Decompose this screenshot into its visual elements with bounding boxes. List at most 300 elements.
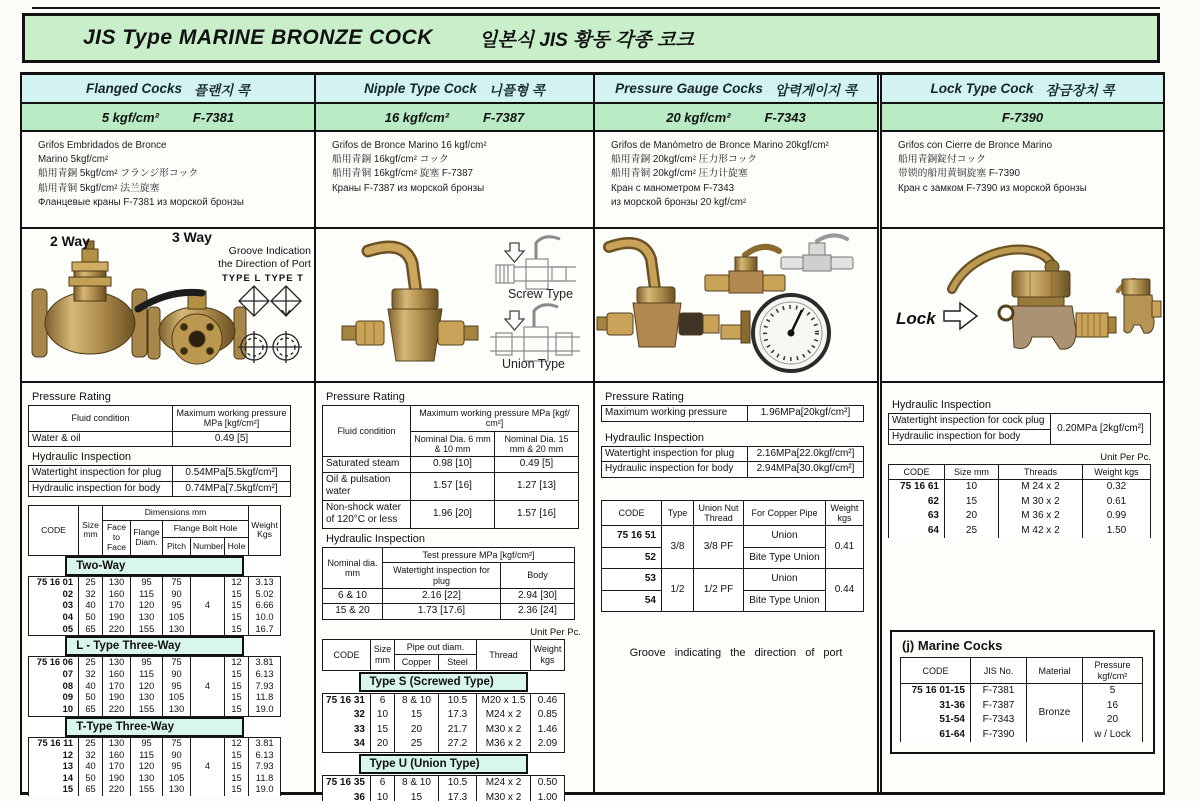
column-header — [595, 75, 877, 104]
table-cell: 220 — [103, 624, 131, 636]
table-cell: 15 — [225, 681, 249, 693]
table-cell: 09 — [29, 692, 79, 704]
table-cell: 04 — [29, 612, 79, 624]
table-cell: 160 — [103, 669, 131, 681]
tables-block — [882, 383, 1163, 754]
table-cell: 0.99 — [1082, 509, 1150, 524]
hydraulic-inspection-heading: Hydraulic Inspection — [891, 399, 992, 411]
table-cell: 25 — [79, 577, 103, 589]
table-header-cell: Flange Bolt Hole — [163, 521, 249, 538]
table-cell: Maximum working pressure — [601, 406, 747, 422]
table-cell: 3.13 — [249, 577, 281, 589]
description-line: Краны F-7387 из морской бронзы — [331, 182, 485, 194]
table-header-cell: Fluid condition — [29, 406, 173, 432]
description-line: 船用青銅 5kgf/cm² フランジ形コック — [38, 168, 199, 180]
table-header-cell: CODE — [601, 500, 661, 526]
table-cell: 1.96MPa[20kgf/cm²] — [747, 406, 863, 422]
tables-block — [316, 383, 593, 801]
table-cell: 75 — [163, 657, 191, 669]
table-header-cell: Number — [191, 538, 225, 555]
table-header-cell: Dimensions mm — [103, 506, 249, 521]
column-header — [22, 75, 314, 104]
table-cell: 12 — [29, 750, 79, 762]
table-cell: Watertight inspection for plug — [601, 446, 747, 462]
table-cell: 15 & 20 — [322, 604, 382, 620]
description-line: 船用青銅 20kgf/cm² 圧力形コック — [610, 154, 758, 166]
table-cell: 2.94 [30] — [500, 588, 574, 604]
marine-cocks-table — [900, 657, 1145, 742]
data-table — [322, 547, 575, 620]
gauge-cock-photos — [595, 229, 868, 379]
table-cell: 05 — [29, 624, 79, 636]
table-cell: 130 — [103, 577, 131, 589]
data-table — [601, 500, 864, 613]
data-table — [28, 505, 281, 796]
table-cell: 54 — [601, 590, 661, 612]
table-cell: 10.5 — [438, 776, 476, 791]
table-cell: 2.36 [24] — [500, 604, 574, 620]
table-cell: 190 — [103, 773, 131, 785]
table-cell: 160 — [103, 589, 131, 601]
top-rule — [32, 7, 1160, 9]
table-cell: w / Lock — [1082, 728, 1142, 743]
table-cell: 12 — [225, 577, 249, 589]
table-header-cell: Pressure kgf/cm² — [1082, 658, 1142, 684]
description-line: Фланцевые краны F-7381 из морской бронзы — [38, 196, 244, 208]
table-header-cell: Pitch — [163, 538, 191, 555]
column-subheader — [316, 104, 593, 132]
table-header-cell: JIS No. — [970, 658, 1026, 684]
table-cell: Water & oil — [29, 431, 173, 447]
table-cell: 155 — [131, 784, 163, 796]
table-header-cell: Nominal Dia. 15 mm & 20 mm — [494, 431, 578, 457]
type-l-type-t-label: TYPE L TYPE T — [222, 273, 304, 284]
table-header-cell: Watertight inspection for plug — [382, 563, 500, 589]
pressure-rating-table — [28, 405, 308, 447]
code-table — [601, 500, 871, 613]
port-direction-symbols — [238, 286, 302, 363]
table-cell: 25 — [944, 524, 998, 539]
table-cell: 17.3 — [438, 708, 476, 723]
table-cell: 1.57 [16] — [410, 472, 494, 500]
table-cell: 61-64 — [900, 728, 970, 743]
model-number: F-7390 — [1001, 109, 1044, 125]
table-cell: 16.7 — [249, 624, 281, 636]
table-cell: Hydraulic inspection for body — [29, 481, 173, 497]
table-cell: 130 — [103, 657, 131, 669]
table-cell: 2.09 — [530, 737, 564, 752]
table-cell: 6 & 10 — [322, 588, 382, 604]
table-header-cell: CODE — [29, 506, 79, 556]
table-cell: 64 — [888, 524, 944, 539]
table-cell: 15 — [225, 750, 249, 762]
table-cell: 105 — [163, 692, 191, 704]
description-block — [22, 132, 314, 229]
gauge-cock-photo-large — [597, 243, 719, 347]
data-table — [888, 464, 1151, 538]
table-cell: 1.27 [13] — [494, 472, 578, 500]
table-cell: 130 — [163, 704, 191, 716]
column-flanged-cocks — [22, 75, 314, 795]
table-cell: 130 — [131, 612, 163, 624]
description-line: Marino 5kgf/cm² — [38, 154, 109, 166]
table-cell: 15 — [394, 791, 438, 801]
figure-block — [882, 229, 1163, 383]
table-header-cell: For Copper Pipe — [743, 500, 825, 526]
three-way-valve-photo — [148, 291, 246, 364]
table-cell: 95 — [163, 600, 191, 612]
table-cell: 40 — [79, 761, 103, 773]
table-cell: 95 — [163, 681, 191, 693]
table-cell: 27.2 — [438, 737, 476, 752]
hydraulic-inspection-table — [28, 465, 308, 497]
table-cell: 15 — [225, 761, 249, 773]
description-line: 带锁的船用黄铜旋塞 F-7390 — [897, 168, 1020, 180]
table-cell: Bite Type Union — [743, 590, 825, 612]
table-cell: 65 — [79, 704, 103, 716]
union-type-label: Union Type — [501, 357, 565, 371]
screw-type-drawing — [496, 237, 576, 289]
table-cell: 1.00 — [530, 791, 564, 801]
table-cell: 10.5 — [438, 693, 476, 708]
table-cell: 90 — [163, 589, 191, 601]
table-header-cell: Fluid condition — [322, 406, 410, 457]
hydraulic-inspection-heading: Hydraulic Inspection — [32, 451, 132, 464]
column-title-kr: 니플형 콕 — [488, 82, 545, 98]
table-cell: 15 — [29, 784, 79, 796]
table-cell: 17.3 — [438, 791, 476, 801]
groove-note-line1: Groove Indication — [228, 245, 311, 257]
table-cell: 13 — [29, 761, 79, 773]
table-cell: 15 — [225, 692, 249, 704]
table-cell: 15 — [225, 784, 249, 796]
table-cell: 31-36 — [900, 699, 970, 714]
marine-cocks-title: (j) Marine Cocks — [901, 638, 1003, 654]
table-cell: 75 16 61 — [888, 480, 944, 495]
pressure-rating-value: 5 kgf/cm² — [101, 109, 159, 125]
table-cell: 15 — [225, 624, 249, 636]
table-cell: M24 x 2 — [476, 708, 530, 723]
table-cell: Watertight inspection for cock plug — [888, 414, 1050, 430]
table-cell: 8 & 10 — [394, 776, 438, 791]
table-cell: 170 — [103, 681, 131, 693]
groove-footnote: Groove indicating the direction of port — [629, 647, 843, 660]
table-cell: 50 — [79, 692, 103, 704]
table-cell: F-7390 — [970, 728, 1026, 743]
three-way-label: 3 Way — [172, 229, 212, 245]
table-cell: 12 — [225, 737, 249, 749]
table-cell: 15 — [944, 495, 998, 510]
table-cell: 220 — [103, 784, 131, 796]
model-number: F-7387 — [483, 109, 525, 125]
table-cell: 4 — [191, 737, 225, 796]
table-cell: Watertight inspection for plug — [29, 466, 173, 482]
table-header-cell: Maximum working pressure MPa [kgf/ cm²] — [410, 406, 578, 432]
description-line: Grifos Embridados de Bronce — [38, 140, 167, 151]
table-header-cell: Size mm — [79, 506, 103, 556]
table-cell: 14 — [29, 773, 79, 785]
figure-block — [595, 229, 877, 383]
column-subheader — [22, 104, 314, 132]
data-table — [601, 405, 864, 422]
column-title: Pressure Gauge Cocks — [615, 81, 763, 96]
description-line: 船用青銅錠付コック — [897, 154, 986, 166]
table-cell: 1.73 [17.6] — [382, 604, 500, 620]
table-cell: 1.50 — [1082, 524, 1150, 539]
table-cell: 5 — [1082, 684, 1142, 699]
table-cell: 95 — [163, 761, 191, 773]
table-cell: 90 — [163, 750, 191, 762]
table-cell: 0.20MPa [2kgf/cm²] — [1050, 414, 1150, 445]
description-line: из морской бронзы 20 kgf/cm² — [610, 196, 747, 208]
table-cell: 53 — [601, 569, 661, 591]
table-cell: 11.8 — [249, 692, 281, 704]
table-cell: 105 — [163, 612, 191, 624]
table-cell: 75 16 06 — [29, 657, 79, 669]
table-cell: F-7381 — [970, 684, 1026, 699]
table-cell: 11.8 — [249, 773, 281, 785]
table-cell: 20 — [394, 723, 438, 738]
two-way-label: 2 Way — [50, 233, 90, 249]
table-cell: 8 & 10 — [394, 693, 438, 708]
table-cell: 3.81 — [249, 737, 281, 749]
table-cell: 32 — [79, 669, 103, 681]
table-cell: M30 x 2 — [476, 791, 530, 801]
table-cell: 62 — [888, 495, 944, 510]
table-cell: 105 — [163, 773, 191, 785]
table-header-cell: Size mm — [944, 465, 998, 480]
lock-arrow-icon — [944, 303, 977, 329]
table-header-cell: CODE — [888, 465, 944, 480]
table-cell: 21.7 — [438, 723, 476, 738]
table-cell: 120 — [131, 600, 163, 612]
column-pressure-gauge-cocks — [593, 75, 877, 792]
table-cell: 95 — [131, 737, 163, 749]
section-label: Two-Way — [65, 556, 244, 576]
unit-per-pc-label: Unit Per Pc. — [1100, 452, 1151, 463]
data-table — [28, 465, 291, 497]
table-cell: 0.85 — [530, 708, 564, 723]
table-cell: 25 — [79, 657, 103, 669]
unit-per-pc-label: Unit Per Pc. — [530, 626, 581, 638]
table-cell: 0.32 — [1082, 480, 1150, 495]
page-title-en: JIS Type MARINE BRONZE COCK — [83, 26, 433, 49]
table-cell: 130 — [163, 784, 191, 796]
table-cell: 15 — [225, 704, 249, 716]
table-cell: M20 x 1.5 — [476, 693, 530, 708]
table-cell: 34 — [322, 737, 370, 752]
table-cell: Bite Type Union — [743, 547, 825, 569]
table-cell: 15 — [394, 708, 438, 723]
table-cell: 40 — [79, 600, 103, 612]
table-cell: 0.98 [10] — [410, 457, 494, 473]
column-title: Lock Type Cock — [930, 81, 1034, 96]
table-cell: 51-54 — [900, 713, 970, 728]
table-cell: 25 — [394, 737, 438, 752]
table-cell: 2.16 [22] — [382, 588, 500, 604]
table-cell: 0.61 — [1082, 495, 1150, 510]
table-header-cell: Nominal dia. mm — [322, 547, 382, 588]
lock-label: Lock — [895, 309, 936, 328]
description-line: 船用青銅 16kgf/cm² コック — [331, 154, 449, 166]
data-table — [888, 413, 1151, 445]
column-header — [316, 75, 593, 104]
nipple-cock-valve — [342, 247, 478, 361]
table-header-cell: Threads — [998, 465, 1082, 480]
table-cell: 52 — [601, 547, 661, 569]
table-cell: 75 16 11 — [29, 737, 79, 749]
table-cell: 130 — [131, 773, 163, 785]
lock-cock-photo-large — [952, 250, 1116, 350]
table-cell: Union — [743, 526, 825, 548]
table-cell: 190 — [103, 612, 131, 624]
table-cell: 15 — [225, 669, 249, 681]
table-cell: 75 16 31 — [322, 693, 370, 708]
tables-block — [595, 383, 877, 659]
hydraulic-inspection-table — [322, 547, 587, 620]
table-cell: 02 — [29, 589, 79, 601]
table-cell: 2.16MPa[22.0kgf/cm²] — [747, 446, 863, 462]
table-header-cell: Test pressure MPa [kgf/cm²] — [382, 547, 574, 562]
table-cell: 33 — [322, 723, 370, 738]
table-header-cell: Union Nut Thread — [693, 500, 743, 526]
table-header-cell: Nominal Dia. 6 mm & 10 mm — [410, 431, 494, 457]
hydraulic-inspection-table — [888, 413, 1157, 445]
table-cell: 3/8 PF — [693, 526, 743, 569]
table-cell: 0.74MPa[7.5kgf/cm²] — [173, 481, 291, 497]
table-cell: 19.0 — [249, 784, 281, 796]
table-cell: 4 — [191, 657, 225, 716]
description-line: Grifos con Cierre de Bronce Marino — [897, 140, 1053, 151]
table-cell: 0.50 — [530, 776, 564, 791]
table-cell: 12 — [225, 657, 249, 669]
table-cell: 6.13 — [249, 750, 281, 762]
table-cell: M 36 x 2 — [998, 509, 1082, 524]
description-line: 船用青铜 20kgf/cm² 圧力计旋塞 — [610, 168, 748, 180]
table-cell: 160 — [103, 750, 131, 762]
lock-cock-photos — [882, 229, 1163, 379]
gauge-cock-photo-small-chrome — [781, 235, 853, 271]
table-header-cell: Weight Kgs — [249, 506, 281, 556]
table-cell: 50 — [79, 773, 103, 785]
table-cell: 190 — [103, 692, 131, 704]
table-cell: 7.93 — [249, 681, 281, 693]
table-cell: 130 — [103, 737, 131, 749]
column-lock-type-cock — [877, 75, 1163, 792]
table-cell: 19.0 — [249, 704, 281, 716]
table-header-cell: Flange Diam. — [131, 521, 163, 556]
table-cell: 170 — [103, 600, 131, 612]
table-cell: 1.57 [16] — [494, 500, 578, 528]
table-cell: 0.54MPa[5.5kgf/cm²] — [173, 466, 291, 482]
table-cell: 6 — [370, 693, 394, 708]
table-cell: 3/8 — [661, 526, 693, 569]
pressure-rating-table — [322, 405, 587, 529]
table-cell: 1/2 PF — [693, 569, 743, 612]
table-header-cell: Weight kgs — [1082, 465, 1150, 480]
table-cell: 15 — [225, 600, 249, 612]
description-line: 船用青铜 16kgf/cm² 旋塞 F-7387 — [331, 168, 473, 180]
catalog-grid — [20, 72, 1165, 801]
table-header-cell: Copper — [394, 655, 438, 670]
column-subheader — [595, 104, 877, 132]
table-header-cell: CODE — [900, 658, 970, 684]
pressure-rating-value: 16 kgf/cm² — [384, 109, 450, 125]
section-label: L - Type Three-Way — [65, 636, 244, 656]
figure-block — [316, 229, 593, 383]
table-cell: 15 — [225, 773, 249, 785]
hydraulic-inspection-heading: Hydraulic Inspection — [604, 431, 705, 444]
table-cell: 50 — [79, 612, 103, 624]
table-cell: 65 — [79, 624, 103, 636]
table-cell: 155 — [131, 704, 163, 716]
table-cell: 5.02 — [249, 589, 281, 601]
pressure-rating-value: 20 kgf/cm² — [666, 109, 731, 125]
tables-block — [22, 383, 314, 796]
page-title-kr: 일본식 JIS 황동 각종 코크 — [478, 29, 694, 51]
code-table — [888, 464, 1157, 538]
description-line: 船用青铜 5kgf/cm² 法兰旋塞 — [38, 182, 160, 194]
table-cell: 10 — [29, 704, 79, 716]
marine-cocks-box — [890, 630, 1155, 754]
pressure-gauge-photo — [721, 295, 829, 371]
table-cell: 0.49 [5] — [494, 457, 578, 473]
table-cell: 25 — [79, 737, 103, 749]
table-cell: 1.46 — [530, 723, 564, 738]
table-cell: 6.66 — [249, 600, 281, 612]
description-line: Кран с манометром F-7343 — [610, 182, 735, 194]
screw-type-label: Screw Type — [507, 287, 574, 301]
table-cell: 75 16 35 — [322, 776, 370, 791]
table-cell: Hydraulic inspection for body — [888, 429, 1050, 445]
table-cell: 130 — [163, 624, 191, 636]
table-cell: 15 — [225, 612, 249, 624]
gauge-cock-photo-medium — [705, 247, 785, 293]
table-cell: 220 — [103, 704, 131, 716]
table-cell: 20 — [370, 737, 394, 752]
data-table — [322, 405, 579, 529]
data-table — [900, 657, 1143, 742]
table-cell: Saturated steam — [322, 457, 410, 473]
table-cell: 07 — [29, 669, 79, 681]
table-cell: 75 — [163, 577, 191, 589]
table-cell: 16 — [1082, 699, 1142, 714]
table-cell: 6.13 — [249, 669, 281, 681]
table-cell: 15 — [225, 589, 249, 601]
two-way-valve-photo — [32, 241, 147, 357]
column-title: Flanged Cocks — [86, 81, 183, 96]
data-table — [28, 405, 291, 447]
column-header — [882, 75, 1163, 104]
groove-note-line2: the Direction of Port — [218, 258, 311, 270]
description-line: Grifos de Bronce Marino 16 kgf/cm² — [331, 140, 487, 151]
table-cell: 3.81 — [249, 657, 281, 669]
table-header-cell: Weight kgs — [530, 639, 564, 670]
column-nipple-type-cock — [314, 75, 593, 801]
table-cell: 0.44 — [825, 569, 863, 612]
table-cell: 36 — [322, 791, 370, 801]
hydraulic-inspection-heading: Hydraulic Inspection — [325, 532, 426, 545]
description-line: Grifos de Manómetro de Bronce Marino 20kgf/cm² — [610, 140, 829, 151]
table-cell: 95 — [131, 577, 163, 589]
table-cell: 10 — [944, 480, 998, 495]
table-cell: Non-shock water of 120°C or less — [322, 500, 410, 528]
table-header-cell: Maximum working pressure MPa [kgf/cm²] — [173, 406, 291, 432]
section-label: Type S (Screwed Type) — [359, 672, 529, 692]
table-cell: 75 — [163, 737, 191, 749]
column-subheader — [882, 104, 1163, 132]
table-cell: 10.0 — [249, 612, 281, 624]
